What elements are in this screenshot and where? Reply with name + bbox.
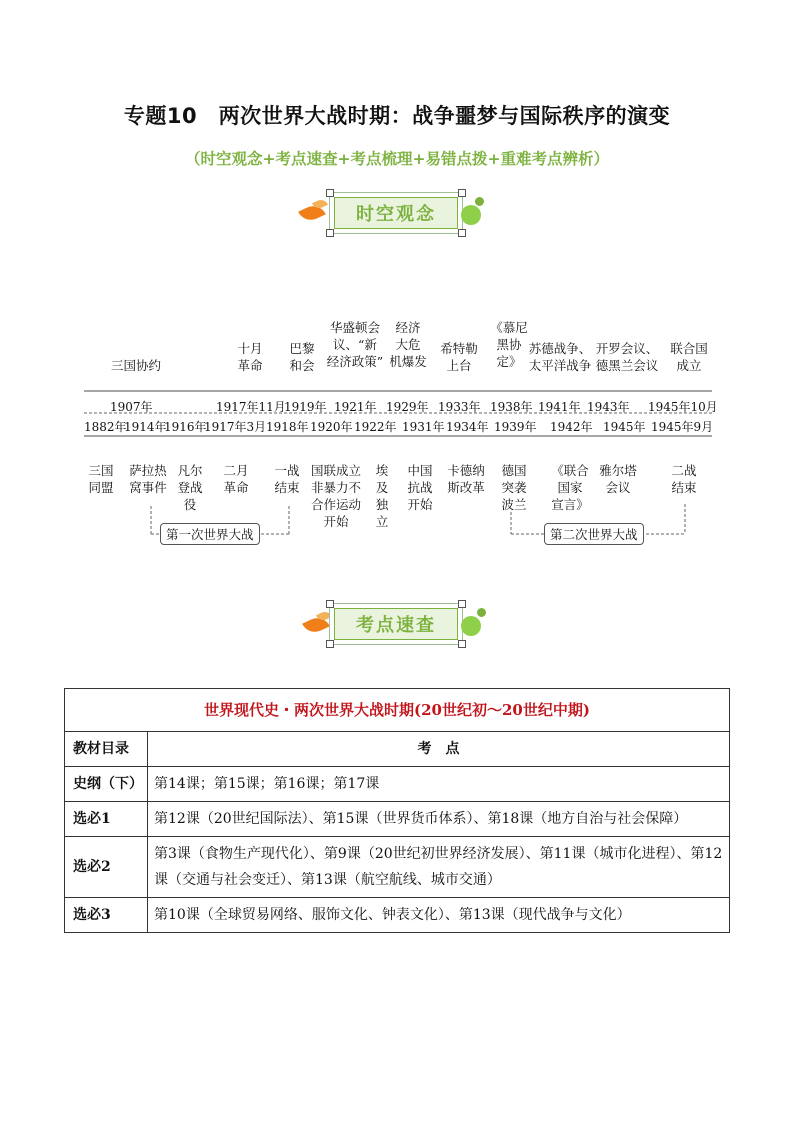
page-title: 专题10 两次世界大战时期：战争噩梦与国际秩序的演变 bbox=[123, 104, 671, 128]
event-label: 二战 结束 bbox=[671, 463, 697, 495]
event-label: 雅尔塔 会议 bbox=[599, 463, 637, 495]
year-label: 1938年 bbox=[490, 400, 533, 414]
event-label: 《慕尼 黑协 定》 bbox=[490, 320, 528, 369]
event-label: 《联合 国家 宣言》 bbox=[551, 463, 589, 512]
event-label: 一战 结束 bbox=[274, 463, 300, 495]
event-label: 巴黎 和会 bbox=[289, 341, 315, 373]
book-cell: 选必2 bbox=[65, 837, 148, 898]
dot-icon bbox=[477, 608, 486, 617]
column-header-topics: 考 点 bbox=[148, 732, 730, 767]
year-label: 1945年10月 bbox=[648, 400, 718, 414]
year-label: 1933年 bbox=[438, 400, 481, 414]
section-badge-quickcheck bbox=[329, 603, 463, 645]
badge-label: 考点速查 bbox=[334, 608, 458, 640]
book-cell: 选必1 bbox=[65, 802, 148, 837]
event-label: 三国 同盟 bbox=[88, 463, 114, 495]
circle-icon bbox=[461, 616, 481, 636]
year-label: 1942年 bbox=[550, 420, 593, 434]
year-label: 1941年 bbox=[538, 400, 581, 414]
year-label: 1907年 bbox=[110, 400, 153, 414]
book-cell: 史纲（下） bbox=[65, 767, 148, 802]
ww2-label: 第二次世界大战 bbox=[544, 523, 644, 545]
syllabus-table bbox=[64, 688, 730, 933]
year-label: 1917年11月 bbox=[216, 400, 286, 414]
content-cell: 第14课；第15课；第16课；第17课 bbox=[148, 767, 730, 802]
year-label: 1945年9月 bbox=[651, 420, 714, 434]
event-label: 二月 革命 bbox=[223, 463, 249, 495]
year-label: 1931年 bbox=[402, 420, 445, 434]
year-label: 1943年 bbox=[587, 400, 630, 414]
year-label: 1934年 bbox=[446, 420, 489, 434]
content-cell: 第10课（全球贸易网络、服饰文化、钟表文化）、第13课（现代战争与文化） bbox=[148, 898, 730, 933]
badge-label: 时空观念 bbox=[334, 197, 458, 229]
event-label: 德国 突袭 波兰 bbox=[501, 463, 527, 512]
year-label: 1929年 bbox=[386, 400, 429, 414]
event-label: 萨拉热 窝事件 bbox=[129, 463, 167, 495]
year-label: 1919年 bbox=[284, 400, 327, 414]
year-label: 1918年 bbox=[266, 420, 309, 434]
year-label: 1920年 bbox=[310, 420, 353, 434]
content-cell: 第3课（食物生产现代化）、第9课（20世纪初世界经济发展）、第11课（城市化进程）、第12课（交通与社会变迁）、第13课（航空航线、城市交通） bbox=[148, 837, 730, 898]
event-label: 华盛顿会 议、“新 经济政策” bbox=[326, 320, 384, 369]
table-row bbox=[65, 837, 730, 898]
event-label: 经济 大危 机爆发 bbox=[389, 320, 427, 369]
year-label: 1882年 bbox=[84, 420, 127, 434]
event-label: 国联成立 非暴力不 合作运动 开始 bbox=[310, 463, 361, 529]
event-label: 苏德战争、 太平洋战争 bbox=[528, 341, 592, 373]
event-label: 十月 革命 bbox=[237, 341, 263, 373]
column-header-book: 教材目录 bbox=[65, 732, 148, 767]
year-label: 1916年 bbox=[164, 420, 207, 434]
event-label: 凡尔 登战 役 bbox=[177, 463, 203, 512]
table-row bbox=[65, 767, 730, 802]
year-label: 1921年 bbox=[334, 400, 377, 414]
table-row bbox=[65, 802, 730, 837]
event-label: 卡德纳 斯改革 bbox=[447, 463, 485, 495]
year-label: 1914年 bbox=[124, 420, 167, 434]
event-label: 开罗会议、 德黑兰会议 bbox=[595, 341, 659, 373]
content-cell: 第12课（20世纪国际法）、第15课（世界货币体系）、第18课（地方自治与社会保障） bbox=[148, 802, 730, 837]
year-label: 1945年 bbox=[603, 420, 646, 434]
event-label: 联合国 成立 bbox=[670, 341, 708, 373]
event-label: 希特勒 上台 bbox=[440, 341, 478, 373]
ww1-label: 第一次世界大战 bbox=[160, 523, 260, 545]
event-label: 中国 抗战 开始 bbox=[407, 463, 433, 512]
year-label: 1922年 bbox=[354, 420, 397, 434]
book-cell: 选必3 bbox=[65, 898, 148, 933]
table-row bbox=[65, 898, 730, 933]
table-header: 世界现代史・两次世界大战时期(20世纪初～20世纪中期) bbox=[65, 689, 730, 732]
year-label: 1917年3月 bbox=[204, 420, 267, 434]
event-label: 三国协约 bbox=[110, 358, 161, 373]
year-label: 1939年 bbox=[494, 420, 537, 434]
page-subtitle: （时空观念+考点速查+考点梳理+易错点拨+重难考点辨析） bbox=[185, 150, 609, 168]
event-label: 埃 及 独 立 bbox=[375, 463, 389, 529]
